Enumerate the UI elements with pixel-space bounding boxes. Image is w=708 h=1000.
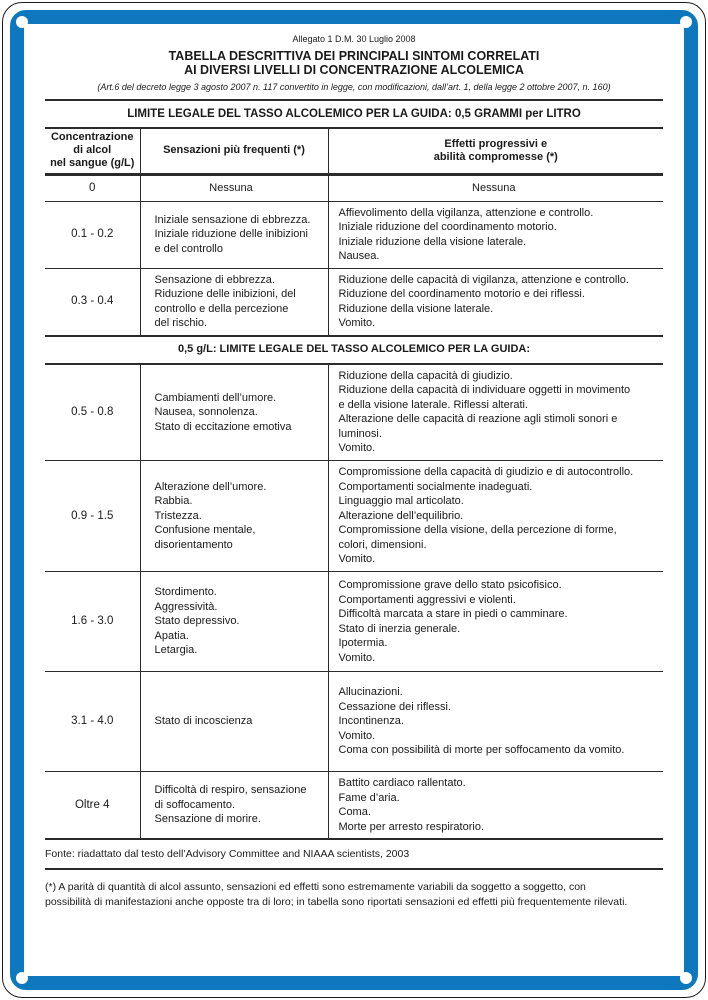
range-cell: 0.9 - 1.5 [45, 461, 140, 572]
column-header-sensazioni: Sensazioni più frequenti (*) [140, 129, 328, 174]
sign-content [45, 34, 663, 909]
table-row [45, 364, 663, 461]
effetti-cell: Nessuna [328, 174, 663, 201]
footnote: (*) A parità di quantità di alcol assunto, sensazioni ed effetti sono estremamente variabili da soggetto a soggetto, con possibilità di manifestazioni anche opposte tra di loro; in tabella sono riportati sensazioni ed effetti più frequentemente rilevati. [45, 881, 628, 908]
law-reference: (Art.6 del decreto legge 3 agosto 2007 n. 117 convertito in legge, con modificazioni, dall’art. 1, della legge 2 ottobre 2007, n. 160) [45, 82, 663, 101]
sensazioni-cell: Alterazione dell’umore. Rabbia. Tristezza. Confusione mentale, disorientamento [140, 461, 328, 572]
section-heading-row [45, 336, 663, 364]
symptoms-table [45, 129, 663, 838]
effetti-cell: Allucinazioni. Cessazione dei riflessi. Incontinenza. Vomito. Coma con possibilità di morte per soffocamento da vomito. [328, 672, 663, 772]
table-row [45, 174, 663, 201]
table-row [45, 461, 663, 572]
screw-icon [680, 972, 692, 984]
screw-icon [680, 16, 692, 28]
range-cell: 0.5 - 0.8 [45, 364, 140, 461]
range-cell: 3.1 - 4.0 [45, 672, 140, 772]
column-header-concentrazione: Concentrazione di alcol nel sangue (g/L) [45, 129, 140, 174]
range-cell: Oltre 4 [45, 772, 140, 839]
sensazioni-cell: Iniziale sensazione di ebbrezza. Iniziale riduzione delle inibizioni e del controllo [140, 201, 328, 268]
screw-icon [16, 972, 28, 984]
effetti-cell: Riduzione della capacità di giudizio. Riduzione della capacità di individuare oggetti in movimento e della visione laterale. Riflessi alterati. Alterazione delle capacità di reazione agli stimoli sonori e luminosi. Vomito. [328, 364, 663, 461]
effetti-cell: Affievolimento della vigilanza, attenzione e controllo. Iniziale riduzione del coordinamento motorio. Iniziale riduzione della visione laterale. Nausea. [328, 201, 663, 268]
sensazioni-cell: Sensazione di ebbrezza. Riduzione delle inibizioni, del controllo e della percezione del rischio. [140, 268, 328, 336]
range-cell: 0 [45, 174, 140, 201]
column-header-effetti: Effetti progressivi e abilità compromesse (*) [328, 129, 663, 174]
table-row [45, 201, 663, 268]
sensazioni-cell: Difficoltà di respiro, sensazione di soffocamento. Sensazione di morire. [140, 772, 328, 839]
effetti-cell: Compromissione grave dello stato psicofisico. Comportamenti aggressivi e violenti. Difficoltà marcata a stare in piedi o camminare. Stato di inerzia generale. Ipotermia. Vomito. [328, 572, 663, 672]
sensazioni-cell: Stordimento. Aggressività. Stato depressivo. Apatia. Letargia. [140, 572, 328, 672]
sensazioni-cell: Cambiamenti dell’umore. Nausea, sonnolenza. Stato di eccitazione emotiva [140, 364, 328, 461]
section-heading: 0,5 g/L: LIMITE LEGALE DEL TASSO ALCOLEMICO PER LA GUIDA: [45, 336, 663, 364]
screw-icon [16, 16, 28, 28]
source-note: Fonte: riadattato dal testo dell’Advisory Committee and NIAAA scientists, 2003 [45, 838, 663, 870]
legal-limit-heading: LIMITE LEGALE DEL TASSO ALCOLEMICO PER LA GUIDA: 0,5 GRAMMI per LITRO [45, 101, 663, 129]
table-row [45, 572, 663, 672]
allegato-label: Allegato 1 D.M. 30 Luglio 2008 [292, 34, 416, 44]
sensazioni-cell: Stato di incoscienza [140, 672, 328, 772]
page-title: TABELLA DESCRITTIVA DEI PRINCIPALI SINTOMI CORRELATI AI DIVERSI LIVELLI DI CONCENTRAZIONE ALCOLEMICA [168, 49, 540, 77]
table-row [45, 268, 663, 336]
range-cell: 0.3 - 0.4 [45, 268, 140, 336]
table-row [45, 672, 663, 772]
sensazioni-cell: Nessuna [140, 174, 328, 201]
effetti-cell: Compromissione della capacità di giudizio e di autocontrollo. Comportamenti socialmente inadeguati. Linguaggio mal articolato. Alterazione dell’equilibrio. Compromissione della visione, della percezione di forme, colori, dimensioni. Vomito. [328, 461, 663, 572]
effetti-cell: Riduzione delle capacità di vigilanza, attenzione e controllo. Riduzione del coordinamento motorio e dei riflessi. Riduzione della visione laterale. Vomito. [328, 268, 663, 336]
range-cell: 1.6 - 3.0 [45, 572, 140, 672]
range-cell: 0.1 - 0.2 [45, 201, 140, 268]
effetti-cell: Battito cardiaco rallentato. Fame d’aria. Coma. Morte per arresto respiratorio. [338, 777, 484, 833]
table-row [45, 772, 663, 839]
table-header-row [45, 129, 663, 174]
